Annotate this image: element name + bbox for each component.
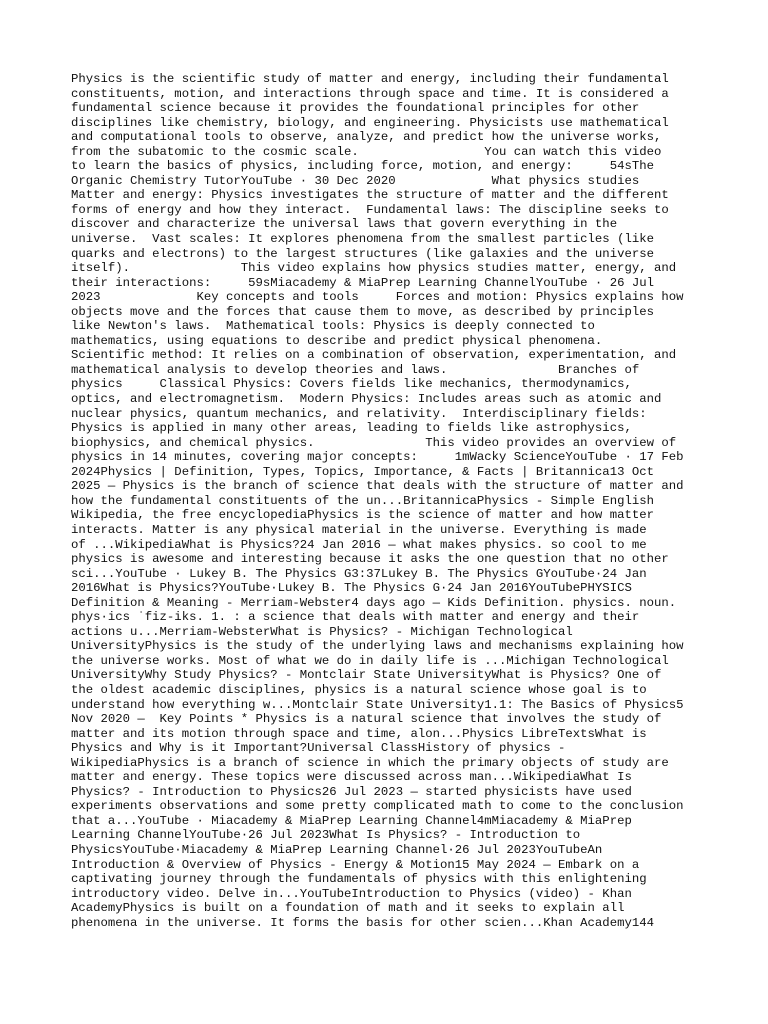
text-line: physics is awesome and interesting because it asks the one question that no other bbox=[71, 552, 669, 567]
text-line: Definition & Meaning - Merriam-Webster4 days ago — Kids Definition. physics. noun. bbox=[71, 595, 677, 610]
text-line: Matter and energy: Physics investigates the structure of matter and the different bbox=[71, 188, 669, 203]
text-line: mathematics, using equations to describe and predict physical phenomena. bbox=[71, 333, 603, 348]
text-line: Introduction & Overview of Physics - Energy & Motion15 May 2024 — Embark on a bbox=[71, 857, 640, 872]
text-line: constituents, motion, and interactions through space and time. It is considered a bbox=[71, 86, 669, 101]
text-line: physics Classical Physics: Covers fields like mechanics, thermodynamics, bbox=[71, 377, 632, 392]
text-line: fundamental science because it provides the foundational principles for other bbox=[71, 101, 640, 116]
text-line: Wikipedia, the free encyclopediaPhysics is the science of matter and how matter bbox=[71, 508, 654, 523]
text-line: optics, and electromagnetism. Modern Physics: Includes areas such as atomic and bbox=[71, 392, 662, 407]
text-line: 2016What is Physics?YouTube·Lukey B. The Physics G·24 Jan 2016YouTubePHYSICS bbox=[71, 581, 632, 596]
text-line: biophysics, and chemical physics. This video provides an overview of bbox=[71, 435, 677, 450]
text-line: that a...YouTube · Miacademy & MiaPrep Learning Channel4mMiacademy & MiaPrep bbox=[71, 813, 632, 828]
text-line: Physics is applied in many other areas, leading to fields like astrophysics, bbox=[71, 421, 632, 436]
text-line: 2023 Key concepts and tools Forces and motion: Physics explains how bbox=[71, 290, 684, 305]
text-line: Learning ChannelYouTube·26 Jul 2023What Is Physics? - Introduction to bbox=[71, 828, 581, 843]
text-line: Physics is the scientific study of matter and energy, including their fundamental bbox=[71, 72, 669, 86]
text-line: Organic Chemistry TutorYouTube · 30 Dec 2020 What physics studies bbox=[71, 173, 640, 188]
text-line: mathematical analysis to develop theories and laws. Branches of bbox=[71, 362, 640, 377]
text-line: 2025 — Physics is the branch of science that deals with the structure of matter and bbox=[71, 479, 684, 494]
text-line: nuclear physics, quantum mechanics, and relativity. Interdisciplinary fields: bbox=[71, 406, 647, 421]
text-line: experiments observations and some pretty complicated math to come to the conclusion bbox=[71, 799, 684, 814]
text-line: forms of energy and how they interact. Fundamental laws: The discipline seeks to bbox=[71, 202, 669, 217]
text-line: from the subatomic to the cosmic scale. You can watch this video bbox=[71, 144, 662, 159]
text-line: 2024Physics | Definition, Types, Topics, Importance, & Facts | Britannica13 Oct bbox=[71, 464, 654, 479]
text-line: of ...WikipediaWhat is Physics?24 Jan 2016 — what makes physics. so cool to me bbox=[71, 537, 647, 552]
text-line: how the fundamental constituents of the un...BritannicaPhysics - Simple English bbox=[71, 493, 654, 508]
text-line: physics in 14 minutes, covering major concepts: 1mWacky ScienceYouTube · 17 Feb bbox=[71, 450, 684, 465]
text-line: PhysicsYouTube·Miacademy & MiaPrep Learning Channel·26 Jul 2023YouTubeAn bbox=[71, 842, 603, 857]
document-text-block bbox=[71, 72, 711, 930]
text-line: disciplines like chemistry, biology, and engineering. Physicists use mathematical bbox=[71, 115, 669, 130]
text-line: phys·ics ˈfiz-iks. 1. : a science that deals with matter and energy and their bbox=[71, 610, 640, 625]
text-line: matter and energy. These topics were discussed across man...WikipediaWhat Is bbox=[71, 770, 632, 785]
text-line: the oldest academic disciplines, physics is a natural science whose goal is to bbox=[71, 682, 647, 697]
text-line: and computational tools to observe, analyze, and predict how the universe works, bbox=[71, 130, 662, 145]
text-line: interacts. Matter is any physical material in the universe. Everything is made bbox=[71, 522, 647, 537]
text-line: introductory video. Delve in...YouTubeIntroduction to Physics (video) - Khan bbox=[71, 886, 632, 901]
text-line: Nov 2020 — Key Points * Physics is a natural science that involves the study of bbox=[71, 712, 662, 727]
text-line: universe. Vast scales: It explores phenomena from the smallest particles (like bbox=[71, 232, 654, 247]
text-line: UniversityPhysics is the study of the underlying laws and mechanisms explaining how bbox=[71, 639, 684, 654]
text-line: Scientific method: It relies on a combination of observation, experimentation, and bbox=[71, 348, 677, 363]
text-line: their interactions: 59sMiacademy & MiaPrep Learning ChannelYouTube · 26 Jul bbox=[71, 275, 654, 290]
text-line: discover and characterize the universal laws that govern everything in the bbox=[71, 217, 618, 232]
text-line: matter and its motion through space and time, alon...Physics LibreTextsWhat is bbox=[71, 726, 647, 741]
text-line: objects move and the forces that cause them to move, as described by principles bbox=[71, 304, 654, 319]
text-line: captivating journey through the fundamentals of physics with this enlightening bbox=[71, 872, 647, 887]
text-line: Physics? - Introduction to Physics26 Jul 2023 — started physicists have used bbox=[71, 784, 632, 799]
text-line: WikipediaPhysics is a branch of science in which the primary objects of study are bbox=[71, 755, 669, 770]
text-line: quarks and electrons) to the largest structures (like galaxies and the universe bbox=[71, 246, 654, 261]
text-line: phenomena in the universe. It forms the basis for other scien...Khan Academy144 bbox=[71, 915, 654, 930]
text-line: the universe works. Most of what we do in daily life is ...Michigan Technological bbox=[71, 653, 669, 668]
text-line: to learn the basics of physics, including force, motion, and energy: 54sThe bbox=[71, 159, 654, 174]
text-line: AcademyPhysics is built on a foundation of math and it seeks to explain all bbox=[71, 901, 625, 916]
text-line: UniversityWhy Study Physics? - Montclair State UniversityWhat is Physics? One of bbox=[71, 668, 662, 683]
text-line: like Newton's laws. Mathematical tools: Physics is deeply connected to bbox=[71, 319, 595, 334]
text-line: Physics and Why is it Important?Universal ClassHistory of physics - bbox=[71, 741, 566, 756]
text-line: itself). This video explains how physics studies matter, energy, and bbox=[71, 261, 677, 276]
text-line: actions u...Merriam-WebsterWhat is Physics? - Michigan Technological bbox=[71, 624, 573, 639]
text-line: understand how everything w...Montclair State University1.1: The Basics of Physics5 bbox=[71, 697, 684, 712]
text-line: sci...YouTube · Lukey B. The Physics G3:37Lukey B. The Physics GYouTube·24 Jan bbox=[71, 566, 647, 581]
